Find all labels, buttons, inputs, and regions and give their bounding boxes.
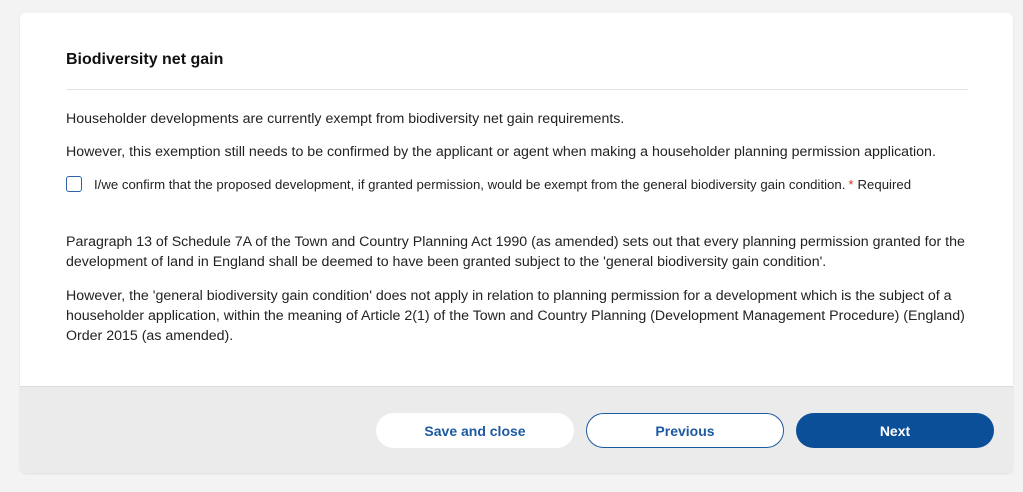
form-card: [20, 13, 1013, 473]
exemption-confirm-row[interactable]: [66, 176, 911, 192]
save-and-close-button[interactable]: Save and close: [376, 413, 574, 448]
legislation-paragraph-1: Paragraph 13 of Schedule 7A of the Town and Country Planning Act 1990 (as amended) sets out that every planning permission granted for the development of land in England shall be deemed to have been granted subject to the 'general biodiversity gain condition'.: [66, 234, 965, 270]
checkbox-label-text: I/we confirm that the proposed development, if granted permission, would be exempt from the general biodiversity gain condition.: [94, 176, 846, 192]
legislation-paragraph-2: However, the 'general biodiversity gain condition' does not apply in relation to planning permission for a development which is the subject of a householder application, within the meaning of Article 2(1) of the Town and Country Planning (Development Management Procedure) (England) Order 2015 (as amended).: [66, 288, 965, 344]
exemption-confirm-label[interactable]: [94, 177, 911, 192]
section-title: Biodiversity net gain: [66, 51, 224, 68]
required-asterisk: *: [848, 176, 854, 192]
intro-text-2: However, this exemption still needs to be confirmed by the applicant or agent when making a householder planning permission application.: [66, 144, 936, 160]
form-footer: [20, 386, 1013, 473]
required-text: Required: [857, 176, 912, 192]
previous-button[interactable]: Previous: [586, 413, 784, 448]
exemption-confirm-checkbox[interactable]: [66, 176, 82, 192]
next-button[interactable]: Next: [796, 413, 994, 448]
title-divider: [66, 89, 968, 90]
intro-text-1: Householder developments are currently exempt from biodiversity net gain requirements.: [66, 111, 625, 127]
